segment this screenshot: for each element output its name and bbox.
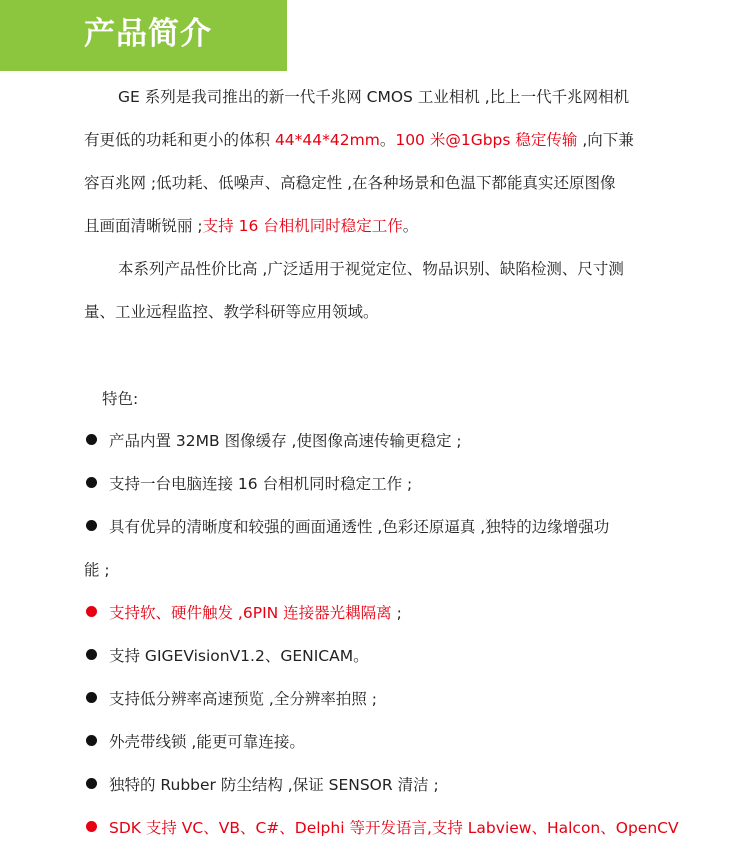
transfer-highlight: 100 米@1Gbps 稳定传输 [395,131,578,149]
feature-text: 支持一台电脑连接 16 台相机同时稳定工作 ; [109,475,413,493]
intro-line-2 [84,119,674,162]
intro-line-1: GE 系列是我司推出的新一代千兆网 CMOS 工业相机 ,比上一代千兆网相机 [118,88,630,106]
feature-text: 具有优异的清晰度和较强的画面通透性 ,色彩还原逼真 ,独特的边缘增强功 [109,518,610,536]
intro-p2-line-2: 量、工业远程监控、教学科研等应用领域。 [84,303,379,321]
features-list [84,420,684,850]
bullet-icon [86,520,97,531]
feature-item [84,678,684,721]
intro-p2-line-1: 本系列产品性价比高 ,广泛适用于视觉定位、物品识别、缺陷检测、尺寸测 [118,260,624,278]
feature-item [84,420,684,463]
bullet-icon [86,692,97,703]
feature-item [84,764,684,807]
section-title-bar [0,0,287,71]
feature-text-continued: 能 ; [84,561,110,579]
intro-text: 且画面清晰锐丽 ; [84,217,203,235]
feature-text-highlight: 支持软、硬件触发 ,6PIN 连接器光耦隔离 [109,604,392,622]
feature-item [84,506,684,592]
intro-paragraph-2 [84,248,674,334]
intro-text: 有更低的功耗和更小的体积 [84,131,275,149]
intro-text: 。 [379,131,396,149]
bullet-icon [86,649,97,660]
feature-text: ; [391,604,402,622]
dimensions-highlight: 44*44*42mm [274,131,380,149]
intro-text: ,向下兼 [577,131,634,149]
feature-item [84,807,684,850]
bullet-icon [86,606,97,617]
feature-text: 外壳带线锁 ,能更可靠连接。 [109,733,305,751]
feature-item [84,635,684,678]
feature-text: 支持低分辨率高速预览 ,全分辨率拍照 ; [109,690,378,708]
multi-camera-highlight: 支持 16 台相机同时稳定工作 [202,217,403,235]
bullet-icon [86,434,97,445]
intro-line-4 [84,205,674,248]
feature-text-highlight: SDK 支持 VC、VB、C#、Delphi 等开发语言,支持 Labview、Halcon、OpenCV [109,819,679,837]
intro-text: 。 [402,217,419,235]
bullet-icon [86,477,97,488]
feature-item [84,463,684,506]
feature-text: 独特的 Rubber 防尘结构 ,保证 SENSOR 清洁 ; [109,776,439,794]
feature-text: 支持 GIGEVisionV1.2、GENICAM。 [109,647,369,665]
feature-item [84,721,684,764]
intro-paragraph-1 [84,76,674,248]
bullet-icon [86,778,97,789]
intro-line-3: 容百兆网 ;低功耗、低噪声、高稳定性 ,在各种场景和色温下都能真实还原图像 [84,174,616,192]
bullet-icon [86,821,97,832]
section-title: 产品简介 [84,16,212,52]
bullet-icon [86,735,97,746]
features-label: 特色: [102,390,139,408]
feature-item [84,592,684,635]
feature-text: 产品内置 32MB 图像缓存 ,使图像高速传输更稳定 ; [109,432,462,450]
